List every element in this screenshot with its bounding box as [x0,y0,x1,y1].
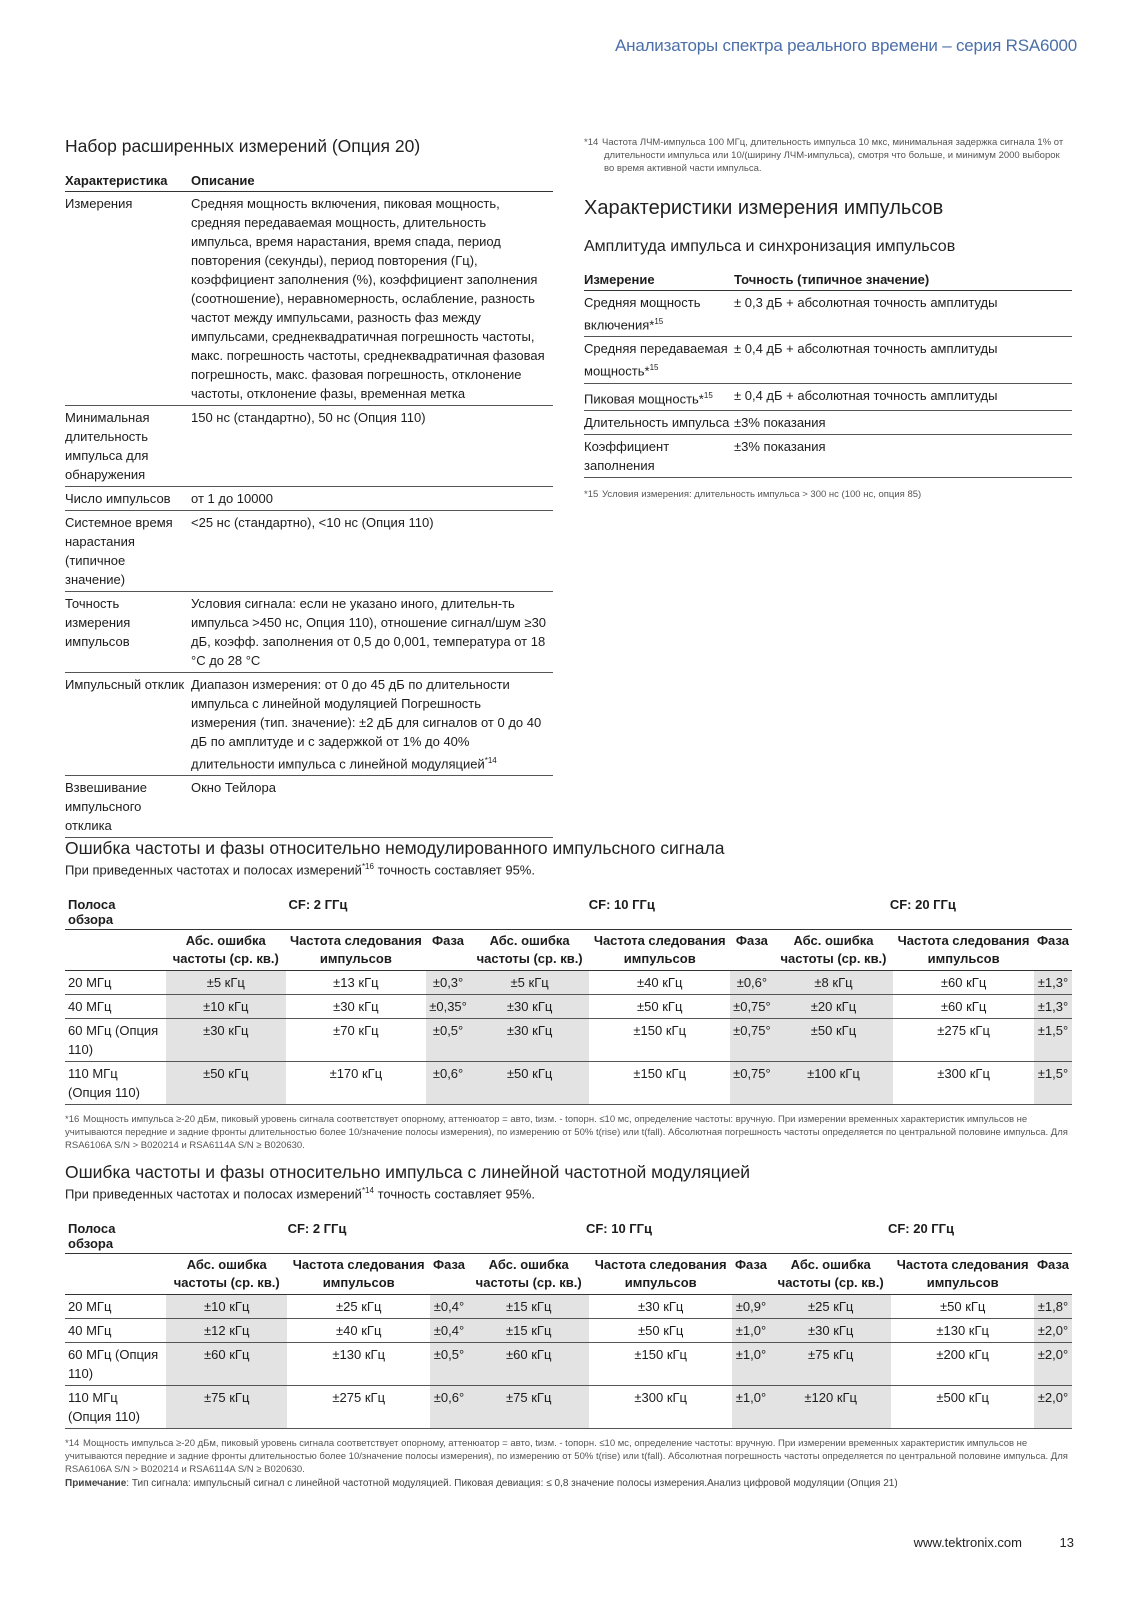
table-cell: ±75 кГц [770,1343,891,1386]
condition-text: При приведенных частотах и полосах измерений [65,1186,362,1202]
table-cell: ±500 кГц [891,1386,1034,1429]
table-row [584,434,1072,477]
table-title: Ошибка частоты и фазы относительно немодулированного импульсного сигнала [65,838,725,858]
row-label-text: Длительность импульса [584,414,730,430]
table-condition [65,862,1072,877]
table-cell: ±130 кГц [891,1319,1034,1343]
table-cell: ±170 кГц [286,1062,427,1105]
table-cell: ±50 кГц [470,1062,590,1105]
table-cell: ±40 кГц [287,1319,430,1343]
lfm-pulse-error-section [65,1162,1072,1476]
cf-header: CF: 10 ГГц [470,895,774,930]
row-label: 40 МГц [65,1319,166,1343]
row-label: Взвешивание импульсного отклика [65,776,191,838]
row-label [584,291,734,337]
table-cell: ±20 кГц [774,995,894,1019]
table-cell: ±0,75° [730,995,774,1019]
col-header: Описание [191,171,553,192]
row-label-text: Пиковая мощность* [584,390,704,406]
table-cell: ±1,3° [1034,995,1072,1019]
table-cell: ±60 кГц [166,1343,287,1386]
table-cell: ±25 кГц [770,1295,891,1319]
row-value: ± 0,4 дБ + абсолютная точность амплитуды [734,337,1072,383]
table-cell: ±0,75° [730,1019,774,1062]
table-cell: ±0,9° [732,1295,770,1319]
row-label: 60 МГц (Опция 110) [65,1019,166,1062]
note-text: : Тип сигнала: импульсный сигнал с линейной частотной модуляцией. Пиковая девиация: ≤ 0,8 значение полосы измерения.Анализ цифровой модуляции (Опция 21) [126,1478,898,1489]
sub-header: Частота следования импульсов [287,1254,430,1295]
row-label [584,410,734,434]
cf-header: CF: 20 ГГц [774,895,1072,930]
row-value: от 1 до 10000 [191,487,553,511]
table-cell: ±300 кГц [589,1386,732,1429]
table-cell: ±1,5° [1034,1062,1072,1105]
frequency-phase-table [65,1219,1072,1429]
table-cell: ±12 кГц [166,1319,287,1343]
table-cell: ±13 кГц [286,971,427,995]
table-cell: ±300 кГц [893,1062,1034,1105]
condition-text: При приведенных частотах и полосах измерений [65,862,362,878]
footnote-14 [584,136,1072,175]
sub-header: Абс. ошибка частоты (ср. кв.) [774,930,894,971]
table-cell: ±50 кГц [774,1019,894,1062]
table-title: Ошибка частоты и фазы относительно импульса с линейной частотной модуляцией [65,1162,751,1182]
table-cell: ±0,6° [730,971,774,995]
table-cell: ±8 кГц [774,971,894,995]
sub-header: Фаза [730,930,774,971]
pulse-table [584,270,1072,478]
cf-header: CF: 2 ГГц [166,895,470,930]
table-cell: ±30 кГц [286,995,427,1019]
table-cell: ±50 кГц [589,1319,732,1343]
advanced-measurements-section [65,136,553,838]
condition-text: точность составляет 95%. [373,1186,535,1202]
footnote-16 [65,1113,1072,1152]
table-cell: ±0,6° [426,1062,470,1105]
row-label: 110 МГц (Опция 110) [65,1386,166,1429]
table-row [65,971,1072,995]
table-row [65,1386,1072,1429]
table-cell: ±1,5° [1034,1019,1072,1062]
sub-header: Абс. ошибка частоты (ср. кв.) [470,930,590,971]
table-cell: ±2,0° [1034,1386,1072,1429]
col-header: Точность (типичное значение) [734,270,1072,291]
row-label [584,434,734,477]
table-row [584,337,1072,383]
sub-header: Частота следования импульсов [893,930,1034,971]
table-row [65,592,553,673]
footnote-ref: *16 [361,862,374,871]
row-label: 20 МГц [65,1295,166,1319]
table-cell: ±150 кГц [589,1062,730,1105]
condition-text: точность составляет 95%. [373,862,535,878]
row-value: ± 0,3 дБ + абсолютная точность амплитуды [734,291,1072,337]
table-row [65,673,553,776]
table-row [65,192,553,406]
table-row [584,383,1072,410]
corner-empty [65,930,166,971]
table-row [65,1019,1072,1062]
table-row [65,1062,1072,1105]
table-row [65,776,553,838]
sub-header: Абс. ошибка частоты (ср. кв.) [468,1254,589,1295]
table-cell: ±0,5° [426,1019,470,1062]
footnote-text: Частота ЛЧМ-импульса 100 МГц, длительность импульса 10 мкс, минимальная задержка сигнала 1% от длительности импульса или 10/(ширину ЛЧМ-импульса), смотря что больше, и минимум 2000 выборок во время активной части импульса. [602,137,1064,174]
table-cell: ±130 кГц [287,1343,430,1386]
sub-header: Частота следования импульсов [589,1254,732,1295]
table-cell: ±1,8° [1034,1295,1072,1319]
table-cell: ±50 кГц [166,1062,286,1105]
sub-header: Абс. ошибка частоты (ср. кв.) [770,1254,891,1295]
row-label: Точность измерения импульсов [65,592,191,673]
table-cell: ±25 кГц [287,1295,430,1319]
row-label: Минимальная длительность импульса для обнаружения [65,406,191,487]
table-cell: ±50 кГц [589,995,730,1019]
page-number: 13 [1059,1535,1074,1550]
footnote-14b [65,1437,1072,1476]
table-cell: ±30 кГц [589,1295,732,1319]
table-cell: ±5 кГц [166,971,286,995]
table-cell: ±1,0° [732,1319,770,1343]
sub-header: Абс. ошибка частоты (ср. кв.) [166,1254,287,1295]
table-cell: ±150 кГц [589,1343,732,1386]
section-title: Набор расширенных измерений (Опция 20) [65,136,421,156]
footnote-mark: *15 [584,488,599,500]
sub-header: Фаза [1034,930,1072,971]
table-cell: ±100 кГц [774,1062,894,1105]
table-cell: ±275 кГц [893,1019,1034,1062]
table-cell: ±15 кГц [468,1295,589,1319]
table-cell: ±200 кГц [891,1343,1034,1386]
table-cell: ±0,75° [730,1062,774,1105]
row-label: Импульсный отклик [65,673,191,776]
row-label: 60 МГц (Опция 110) [65,1343,166,1386]
table-cell: ±0,3° [426,971,470,995]
table-cell: ±150 кГц [589,1019,730,1062]
footnote-15 [584,488,1072,501]
col-header: Характеристика [65,171,191,192]
footnote-ref: 15 [654,317,664,326]
table-row [584,291,1072,337]
sub-header: Фаза [1034,1254,1072,1295]
table-cell: ±40 кГц [589,971,730,995]
spec-table [65,171,553,838]
table-cell: ±30 кГц [470,995,590,1019]
row-label: 110 МГц (Опция 110) [65,1062,166,1105]
table-row [65,1343,1072,1386]
table-cell: ±1,0° [732,1386,770,1429]
footnote-text: Условия измерения: длительность импульса > 300 нс (100 нс, опция 85) [602,488,922,500]
row-label-text: Средняя передаваемая мощность* [584,341,728,379]
table-cell: ±30 кГц [770,1319,891,1343]
table-condition [65,1186,1072,1201]
table-cell: ±15 кГц [468,1319,589,1343]
table-row [65,487,553,511]
row-value: ±3% показания [734,410,1072,434]
row-value: Средняя мощность включения, пиковая мощность, средняя передаваемая мощность, длительность импульса, время нарастания, время спада, период повторения (секунды), период повторения (Гц), коэффициент заполнения (%), коэффициент заполнения (соотношение), неравномерность, ослабление, разность частот между импульсами, разность фаз между импульсами, среднеквадратичная погрешность частоты, макс. погрешность частоты, среднеквадратичная фазовая погрешность, макс. фазовая погрешность, отклонение частоты, отклонение фазы, временная метка [191,192,553,406]
row-label-text: Коэффициент заполнения [584,438,670,473]
sub-header: Фаза [426,930,470,971]
footnote-ref: *14 [484,756,497,765]
row-label: Системное время нарастания (типичное значение) [65,511,191,592]
row-value: <25 нс (стандартно), <10 нс (Опция 110) [191,511,553,592]
table-row [65,1319,1072,1343]
sub-header: Фаза [430,1254,468,1295]
footnote-mark: *14 [65,1438,80,1450]
table-cell: ±75 кГц [166,1386,287,1429]
table-cell: ±2,0° [1034,1343,1072,1386]
corner-header: Полоса обзора [65,1219,166,1254]
footer-url[interactable]: www.tektronix.com [913,1535,1022,1550]
table-cell: ±120 кГц [770,1386,891,1429]
corner-empty [65,1254,166,1295]
footnote-ref: *14 [361,1186,374,1195]
sub-header: Частота следования импульсов [589,930,730,971]
table-row [65,511,553,592]
table-cell: ±60 кГц [893,971,1034,995]
table-cell: ±30 кГц [166,1019,286,1062]
table-cell: ±5 кГц [470,971,590,995]
table-cell: ±0,4° [430,1295,468,1319]
table-cell: ±60 кГц [893,995,1034,1019]
row-label [584,337,734,383]
section-subtitle: Амплитуда импульса и синхронизация импульсов [584,238,956,255]
row-value: ± 0,4 дБ + абсолютная точность амплитуды [734,383,1072,410]
frequency-phase-table [65,895,1072,1105]
row-label [584,383,734,410]
table-cell: ±10 кГц [166,1295,287,1319]
table-cell: ±2,0° [1034,1319,1072,1343]
table-cell: ±0,35° [426,995,470,1019]
row-label: 20 МГц [65,971,166,995]
unmodulated-pulse-error-section [65,838,1072,1152]
footnote-mark: *14 [584,137,599,148]
table-cell: ±275 кГц [287,1386,430,1429]
row-value: Окно Тейлора [191,776,553,838]
table-row [65,995,1072,1019]
table-cell: ±10 кГц [166,995,286,1019]
table-cell: ±50 кГц [891,1295,1034,1319]
sub-header: Частота следования импульсов [286,930,427,971]
cf-header: CF: 10 ГГц [468,1219,770,1254]
footnote-ref: 15 [649,363,659,373]
corner-header: Полоса обзора [65,895,166,930]
footnote-text: Мощность импульса ≥-20 дБм, пиковый уровень сигнала соответствует опорному, аттенюатор = авто, tизм. - tопорн. ≤10 мс, определение частоты: вручную. При измерении временных характеристик импульсов не учитываются передние и задние фронты длительностью более 10/значение полосы измерения), по измерению от 50% t(rise) или t(fall). Абсолютная погрешность частоты определяется по центральной половине импульса. Для RSA6106A S/N > B020214 и RSA6114A S/N ≥ B020630. [65,1438,1068,1476]
row-label-text: Средняя мощность включения* [584,295,701,333]
table-cell: ±70 кГц [286,1019,427,1062]
cf-header: CF: 2 ГГц [166,1219,468,1254]
row-label: Измерения [65,192,191,406]
footnote-mark: *16 [65,1114,80,1126]
section-title: Характеристики измерения импульсов [584,197,944,219]
table-cell: ±1,0° [732,1343,770,1386]
row-value: 150 нс (стандартно), 50 нс (Опция 110) [191,406,553,487]
note [65,1478,898,1489]
pulse-measurements-section [584,136,1072,501]
table-cell: ±30 кГц [470,1019,590,1062]
table-cell: ±0,5° [430,1343,468,1386]
sub-header: Частота следования импульсов [891,1254,1034,1295]
row-value: ±3% показания [734,434,1072,477]
cf-header: CF: 20 ГГц [770,1219,1072,1254]
table-cell: ±0,4° [430,1319,468,1343]
table-cell: ±75 кГц [468,1386,589,1429]
table-cell: ±0,6° [430,1386,468,1429]
footnote-ref: 15 [703,390,713,400]
footnote-text: Мощность импульса ≥-20 дБм, пиковый уровень сигнала соответствует опорному, аттенюатор = авто, tизм. - tопорн. ≤10 мс, определение частоты: вручную. При измерении временных характеристик импульсов не учитываются передние и задние фронты длительностью более 10/значение полосы измерения), по измерению от 50% t(rise) или t(fall). Абсолютная погрешность частоты определяется по центральной половине импульса. Для RSA6106A S/N > B020214 и RSA6114A S/N ≥ B020630. [65,1114,1068,1152]
col-header: Измерение [584,270,734,291]
table-cell: ±60 кГц [468,1343,589,1386]
sub-header: Абс. ошибка частоты (ср. кв.) [166,930,286,971]
row-label: Число импульсов [65,487,191,511]
table-row [65,1295,1072,1319]
row-value-text: Диапазон измерения: от 0 до 45 дБ по длительности импульса с линейной модуляцией Погрешность измерения (тип. значение): ±2 дБ для сигналов от 0 до 40 дБ по амплитуде и с задержкой от 1% до 40% длительности импульса с линейной модуляцией [191,677,542,772]
table-row [584,410,1072,434]
header-title: Анализаторы спектра реального времени – серия RSA6000 [615,36,1077,55]
row-value: Условия сигнала: если не указано иного, длительн-ть импульса >450 нс, Опция 110), отношение сигнал/шум ≥30 дБ, коэфф. заполнения от 0,5 до 0,001, температура от 18 °C до 28 °C [191,592,553,673]
note-label: Примечание [65,1478,127,1489]
table-cell: ±1,3° [1034,971,1072,995]
row-label: 40 МГц [65,995,166,1019]
row-value [191,673,553,776]
sub-header: Фаза [732,1254,770,1295]
table-row [65,406,553,487]
